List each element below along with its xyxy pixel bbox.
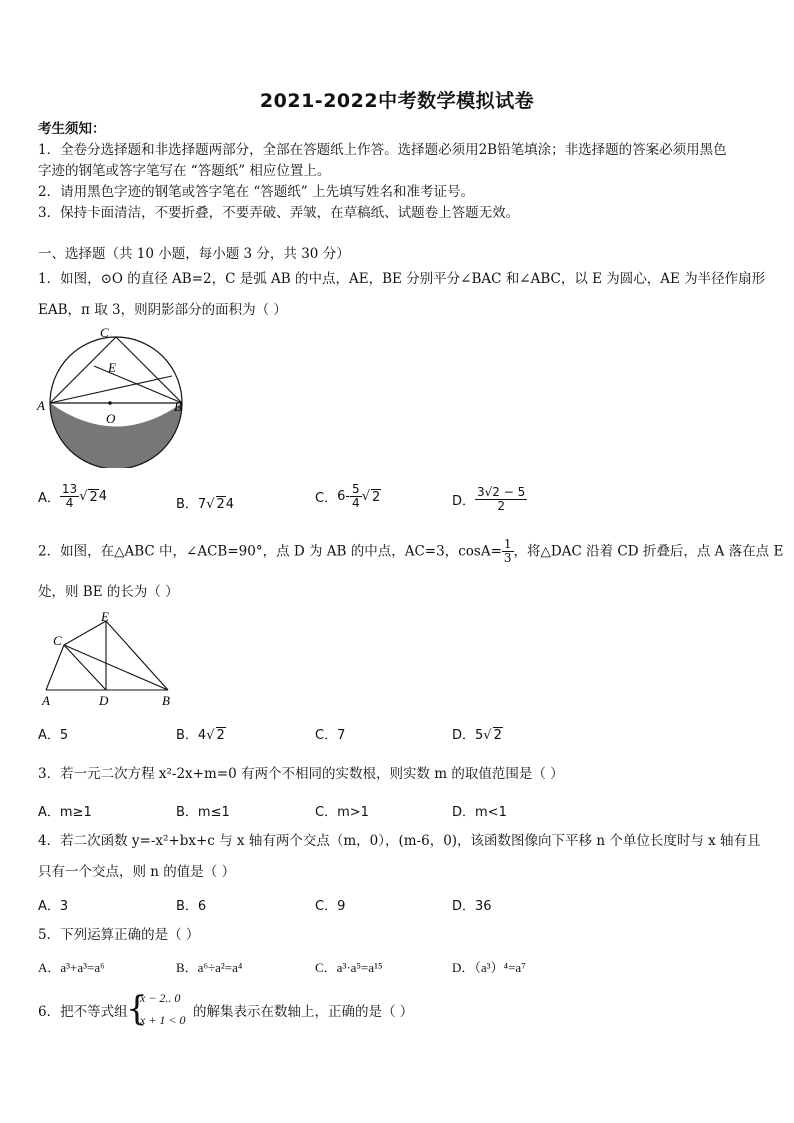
section-heading: 一、选择题（共 10 小题，每小题 3 分，共 30 分） — [38, 246, 350, 262]
q3-option-a: A．m≥1 — [38, 805, 92, 820]
q3-option-d: D．m<1 — [452, 805, 507, 820]
q5-text: 5．下列运算正确的是（ ） — [38, 927, 200, 943]
notice-line-2: 2．请用黑色字迹的钢笔或答字笔在 “答题纸” 上先填写姓名和准考证号。 — [38, 184, 474, 200]
notice-line-3: 3．保持卡面清洁，不要折叠，不要弄破、弄皱，在草稿纸、试题卷上答题无效。 — [38, 205, 520, 221]
label-a: A — [37, 398, 45, 413]
q4-option-d: D．36 — [452, 899, 492, 914]
notice-line-1b: 字迹的钢笔或答字笔写在 “答题纸” 相应位置上。 — [38, 163, 331, 179]
q6-pre: 6．把不等式组 — [38, 1004, 128, 1020]
page-title: 2021-2022中考数学模拟试卷 — [259, 90, 535, 112]
q1-option-c: C．6- $\frac{5}{4}$ √ 2 — [315, 482, 381, 510]
label-e: E — [101, 609, 109, 624]
q2-figure — [36, 608, 180, 712]
q2-option-b: B．4√ 2 — [176, 728, 225, 743]
q4-option-c: C．9 — [315, 899, 346, 914]
q2-option-c: C．7 — [315, 728, 346, 743]
q1-figure — [36, 326, 196, 468]
shaded-region — [50, 403, 182, 468]
label-a: A — [42, 693, 50, 708]
notice-heading: 考生须知： — [38, 121, 106, 137]
q4-option-b: B．6 — [176, 899, 207, 914]
q3-text: 3．若一元二次方程 x²-2x+m=0 有两个不相同的实数根，则实数 m 的取值范围是（ ） — [38, 766, 564, 782]
label-d: D — [99, 693, 109, 708]
q5-option-c: C．a³·a⁵=a¹⁵ — [315, 960, 383, 975]
label-c: C — [100, 326, 109, 340]
label-o: O — [106, 411, 116, 426]
q2-line-2: 处，则 BE 的长为（ ） — [38, 584, 179, 600]
q2-line-1: 2．如图，在△ABC 中，∠ACB=90°，点 D 为 AB 的中点，AC=3，cosA= $\frac{1}{3}$ ，将△DAC 沿着 CD 折叠后，点 A 落在点 E — [38, 537, 784, 565]
q3-option-c: C．m>1 — [315, 805, 369, 820]
q3-option-b: B．m≤1 — [176, 805, 230, 820]
label-c: C — [53, 633, 62, 648]
q4-option-a: A．3 — [38, 899, 69, 914]
q1-option-d: D． $\frac{3√2 - 5}{2}$ — [452, 485, 526, 513]
q1-option-b: B．7√ 24 — [176, 497, 235, 512]
notice-line-1a: 1．全卷分选择题和非选择题两部分，全部在答题纸上作答。选择题必须用2B铅笔填涂；非选择题的答案必须用黑色 — [38, 142, 727, 158]
q4-line-1: 4．若二次函数 y=-x²+bx+c 与 x 轴有两个交点（m，0），(m-6，0)，该函数图像向下平移 n 个单位长度时与 x 轴有且 — [38, 833, 761, 849]
q5-option-d: D．（a³）⁴=a⁷ — [452, 960, 526, 975]
q2-option-a: A．5 — [38, 728, 69, 743]
inequality-1: x − 2.. 0 — [140, 991, 181, 1005]
q5-option-b: B．a⁶÷a²=a⁴ — [176, 960, 243, 975]
inequality-2: x + 1 < 0 — [140, 1013, 186, 1027]
q1-line-1: 1．如图，⊙O 的直径 AB=2，C 是弧 AB 的中点，AE，BE 分别平分∠BAC 和∠ABC，以 E 为圆心，AE 为半径作扇形 — [38, 271, 766, 287]
q5-option-a: A．a³+a³=a⁶ — [38, 960, 105, 975]
q1-line-2: EAB，π 取 3，则阴影部分的面积为（ ） — [38, 302, 287, 318]
q2-option-d: D．5√ 2 — [452, 728, 502, 743]
label-b: B — [174, 399, 182, 414]
q1-option-a: A． $\frac{13}{4}$ √ 24 — [38, 482, 108, 510]
q4-line-2: 只有一个交点，则 n 的值是（ ） — [38, 864, 236, 880]
brace: { — [126, 989, 148, 1029]
q6-post: 的解集表示在数轴上，正确的是（ ） — [193, 1004, 414, 1020]
label-e: E — [108, 360, 116, 375]
label-b: B — [162, 693, 170, 708]
